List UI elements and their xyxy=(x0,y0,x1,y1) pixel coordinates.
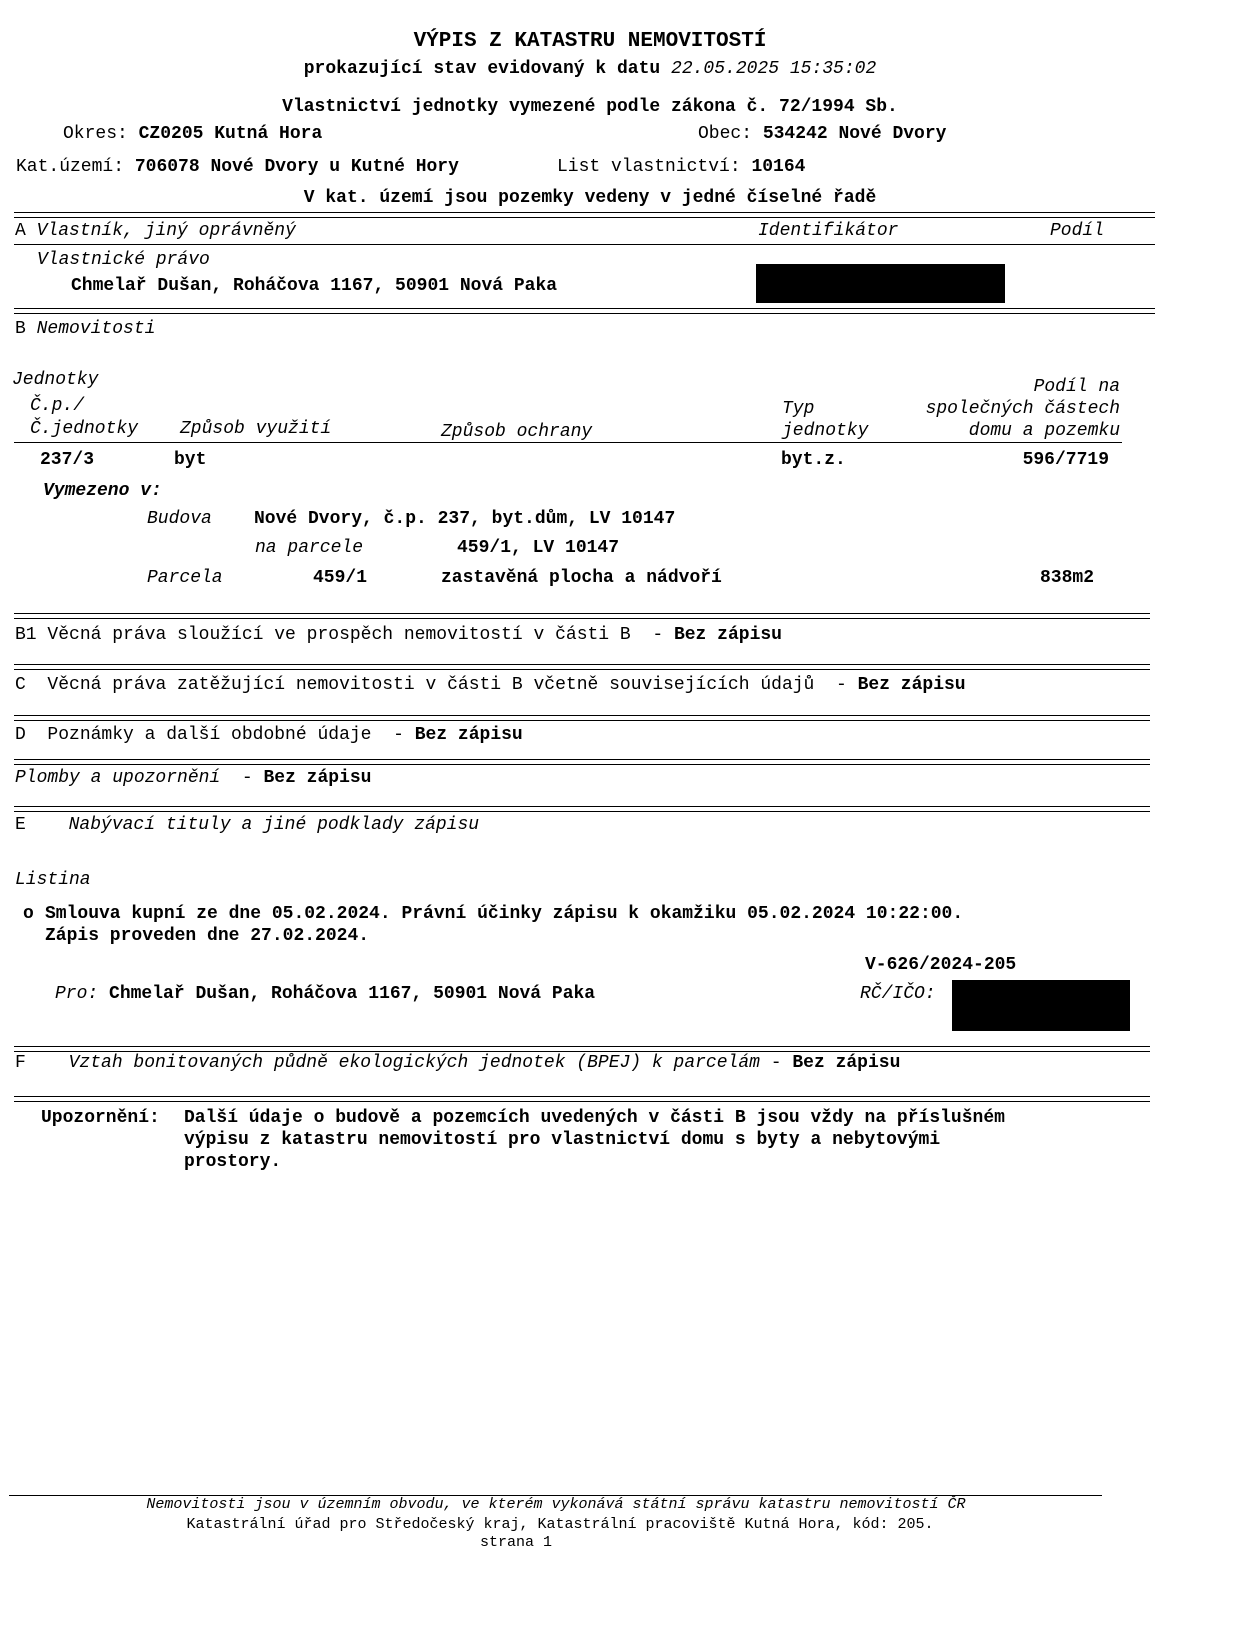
section-b-code: B xyxy=(15,319,26,339)
katuzemi-field xyxy=(16,157,459,177)
notice-label: Upozornění: xyxy=(41,1108,160,1128)
obec-field xyxy=(698,124,946,144)
unit-usage: byt xyxy=(174,450,207,470)
lv-value: 10164 xyxy=(751,157,806,177)
col-identifier: Identifikátor xyxy=(758,221,899,241)
pro-value: Chmelař Dušan, Roháčova 1167, 50901 Nová Paka xyxy=(109,984,596,1004)
section-e-title: Nabývací tituly a jiné podklady zápisu xyxy=(68,815,480,835)
section-d-title: Poznámky a další obdobné údaje xyxy=(47,725,372,745)
defined-in-label: Vymezeno v: xyxy=(43,481,162,501)
unit-number: 237/3 xyxy=(40,450,95,470)
section-a-code: A xyxy=(15,221,26,241)
section-plomby-row xyxy=(15,768,372,788)
divider xyxy=(14,806,1150,812)
section-a-title: Vlastník, jiný oprávněný xyxy=(36,221,296,241)
section-c-dash: - xyxy=(835,675,847,695)
obec-label: Obec: xyxy=(698,124,753,144)
section-c-code: C xyxy=(15,675,26,695)
listina-reference: V-626/2024-205 xyxy=(865,955,1017,975)
on-parcel-label: na parcele xyxy=(255,538,364,558)
footer-line-2: Katastrální úřad pro Středočeský kraj, Katastrální pracoviště Kutná Hora, kód: 205. xyxy=(186,1516,934,1533)
section-d-dash: - xyxy=(393,725,404,745)
katuzemi-label: Kat.území: xyxy=(16,157,125,177)
document-title: VÝPIS Z KATASTRU NEMOVITOSTÍ xyxy=(413,30,767,53)
subtitle-label: prokazující stav evidovaný k datu xyxy=(303,59,661,79)
divider xyxy=(14,244,1155,245)
col-protection: Způsob ochrany xyxy=(441,422,593,442)
section-b1-dash: - xyxy=(652,625,664,645)
katuzemi-value: 706078 Nové Dvory u Kutné Hory xyxy=(134,157,459,177)
listina-line-2: Zápis proveden dne 27.02.2024. xyxy=(45,926,370,946)
col-share-1: Podíl na xyxy=(1033,377,1120,397)
parcel-label: Parcela xyxy=(147,568,223,588)
section-plomby-dash: - xyxy=(241,768,253,788)
section-d-code: D xyxy=(15,725,26,745)
section-b1-code: B1 xyxy=(15,625,37,645)
building-label: Budova xyxy=(147,509,212,529)
col-cp-1: Č.p./ xyxy=(30,396,85,416)
building-value: Nové Dvory, č.p. 237, byt.dům, LV 10147 xyxy=(254,509,676,529)
section-plomby-title: Plomby a upozornění xyxy=(15,768,221,788)
listina-line-1: Smlouva kupní ze dne 05.02.2024. Právní účinky zápisu k okamžiku 05.02.2024 10:22:00. xyxy=(45,904,964,924)
divider xyxy=(14,1046,1150,1052)
rc-label: RČ/IČO: xyxy=(860,984,936,1004)
listina-bullet: o xyxy=(23,904,34,924)
lv-field xyxy=(557,157,805,177)
parcel-area: 838m2 xyxy=(1039,568,1094,588)
units-heading: Jednotky xyxy=(12,370,99,390)
notice-line-2: výpisu z katastru nemovitostí pro vlastnictví domu s byty a nebytovými xyxy=(184,1130,941,1150)
section-c-value: Bez zápisu xyxy=(857,675,966,695)
section-f-title: Vztah bonitovaných půdně ekologických jednotek (BPEJ) k parcelám xyxy=(68,1053,760,1073)
section-a-heading xyxy=(15,221,296,241)
owner-name: Chmelař Dušan, Roháčova 1167, 50901 Nová Paka xyxy=(71,276,558,296)
notice-line-3: prostory. xyxy=(184,1152,282,1172)
parcel-number: 459/1 xyxy=(313,568,368,588)
parcel-type: zastavěná plocha a nádvoří xyxy=(441,568,722,588)
section-b1-title: Věcná práva sloužící ve prospěch nemovitostí v části B xyxy=(47,625,631,645)
section-b1-row xyxy=(15,625,782,645)
lv-label: List vlastnictví: xyxy=(557,157,741,177)
redacted-rc xyxy=(952,980,1130,1031)
section-e-heading xyxy=(15,815,479,835)
divider xyxy=(14,308,1155,314)
col-cp-2: Č.jednotky xyxy=(30,419,139,439)
section-f-dash: - xyxy=(770,1053,782,1073)
footer-line-1: Nemovitosti jsou v územním obvodu, ve kterém vykonává státní správu katastru nemovitostí ČR xyxy=(146,1496,966,1513)
pro-row xyxy=(55,984,595,1004)
section-e-code: E xyxy=(15,815,26,835)
section-b-title: Nemovitosti xyxy=(36,319,156,339)
footer-page: strana 1 xyxy=(479,1534,552,1551)
col-type-1: Typ xyxy=(782,399,815,419)
notice-line-1: Další údaje o budově a pozemcích uvedených v části B jsou vždy na příslušném xyxy=(184,1108,1005,1128)
col-share: Podíl xyxy=(1050,221,1105,241)
section-b-heading xyxy=(15,319,155,339)
col-share-3: domu a pozemku xyxy=(968,421,1120,441)
divider xyxy=(14,613,1150,619)
listina-label: Listina xyxy=(15,870,91,890)
section-d-row xyxy=(15,725,523,745)
section-c-title: Věcná práva zatěžující nemovitosti v části B včetně souvisejících údajů xyxy=(47,675,815,695)
divider xyxy=(14,1096,1150,1102)
divider xyxy=(14,759,1150,765)
okres-field xyxy=(63,124,322,144)
col-usage: Způsob využití xyxy=(180,419,332,439)
section-plomby-value: Bez zápisu xyxy=(263,768,372,788)
subtitle-datetime: 22.05.2025 15:35:02 xyxy=(671,59,877,79)
unit-type: byt.z. xyxy=(781,450,846,470)
on-parcel-value: 459/1, LV 10147 xyxy=(457,538,620,558)
section-f-code: F xyxy=(15,1053,26,1073)
document-subtitle xyxy=(0,59,1180,79)
section-b1-value: Bez zápisu xyxy=(673,625,782,645)
section-c-row xyxy=(15,675,966,695)
section-f-value: Bez zápisu xyxy=(792,1053,901,1073)
okres-label: Okres: xyxy=(63,124,128,144)
divider xyxy=(14,212,1155,218)
divider xyxy=(14,715,1150,721)
unit-share: 596/7719 xyxy=(1022,450,1109,470)
redacted-identifier xyxy=(756,264,1005,303)
series-note: V kat. území jsou pozemky vedeny v jedné číselné řadě xyxy=(303,188,877,208)
divider xyxy=(14,664,1150,670)
right-type: Vlastnické právo xyxy=(37,250,210,270)
ownership-type: Vlastnictví jednotky vymezené podle zákona č. 72/1994 Sb. xyxy=(282,97,898,117)
obec-value: 534242 Nové Dvory xyxy=(762,124,947,144)
section-f-row xyxy=(15,1053,900,1073)
col-type-2: jednotky xyxy=(782,421,869,441)
pro-label: Pro: xyxy=(55,984,99,1004)
section-d-value: Bez zápisu xyxy=(414,725,523,745)
col-share-2: společných částech xyxy=(925,399,1120,419)
okres-value: CZ0205 Kutná Hora xyxy=(138,124,323,144)
divider xyxy=(14,442,1122,443)
